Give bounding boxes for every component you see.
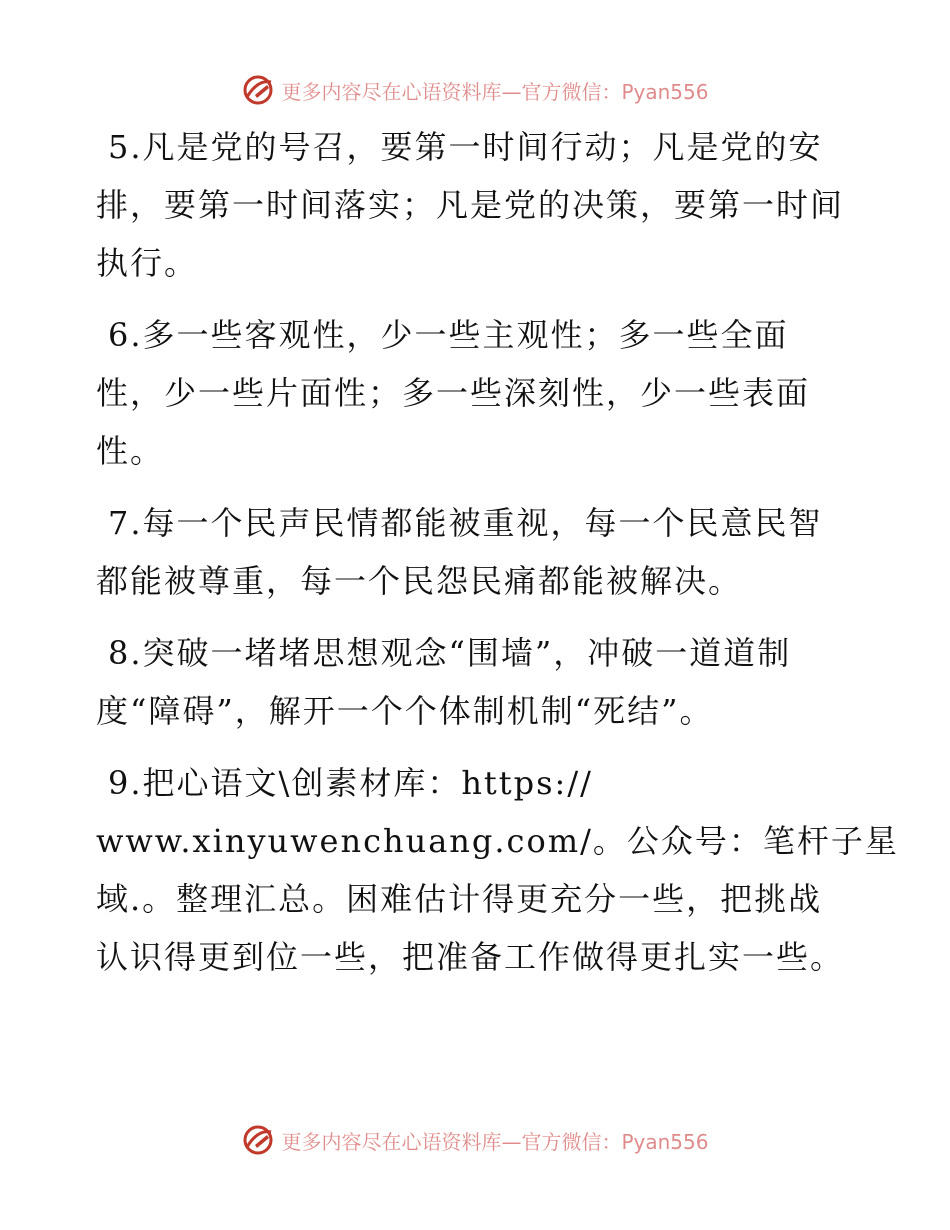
- paragraph-line: 7.每一个民声民情都能被重视，每一个民意民智: [108, 504, 823, 542]
- pen-logo-icon: [241, 73, 275, 107]
- paragraph-8: [96, 624, 856, 740]
- paragraph-6: [96, 306, 856, 480]
- paragraph-5: [96, 118, 856, 292]
- pen-logo-icon: [241, 1123, 275, 1157]
- document-body: [96, 118, 899, 1000]
- paragraph-line: 认识得更到位一些，把准备工作做得更扎实一些。: [96, 938, 845, 976]
- paragraph-line: 性。: [96, 432, 165, 470]
- paragraph-line: 执行。: [96, 244, 199, 282]
- paragraph-line: 5.凡是党的号召，要第一时间行动；凡是党的安: [108, 128, 823, 166]
- paragraph-line: 性，少一些片面性；多一些深刻性，少一些表面: [96, 374, 811, 412]
- footer-banner-text: 更多内容尽在心语资料库—官方微信：Pyan556: [281, 1129, 709, 1154]
- header-banner: [0, 70, 950, 110]
- paragraph-line: 都能被尊重，每一个民怨民痛都能被解决。: [96, 562, 743, 600]
- paragraph-7: [96, 494, 856, 610]
- paragraph-line: 9.把心语文\创素材库：https://: [108, 764, 593, 802]
- paragraph-line: 8.突破一堵堵思想观念“围墙”，冲破一道道制: [108, 634, 792, 672]
- paragraph-line: 排，要第一时间落实；凡是党的决策，要第一时间: [96, 186, 845, 224]
- paragraph-line: 域.。整理汇总。困难估计得更充分一些，把挑战: [96, 880, 823, 918]
- paragraph-line: 度“障碍”，解开一个个体制机制“死结”。: [96, 692, 714, 730]
- footer-banner: [0, 1120, 950, 1160]
- paragraph-line: 6.多一些客观性，少一些主观性；多一些全面: [108, 316, 789, 354]
- paragraph-line: www.xinyuwenchuang.com/。公众号：笔杆子星: [96, 822, 899, 860]
- header-banner-text: 更多内容尽在心语资料库—官方微信：Pyan556: [281, 79, 709, 104]
- paragraph-9: [96, 754, 899, 986]
